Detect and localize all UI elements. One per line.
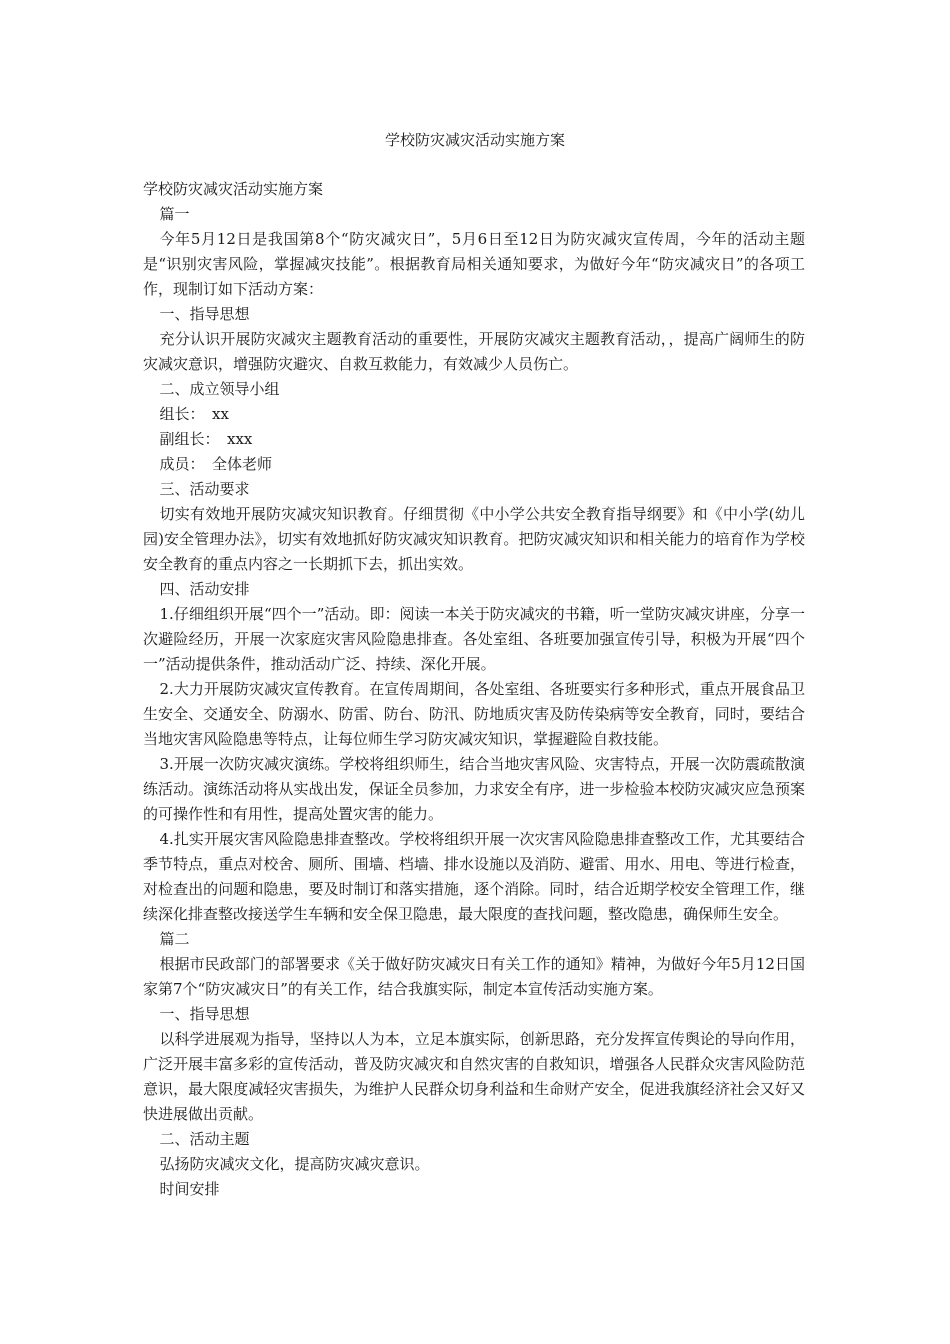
section-heading: 一、指导思想 [159,305,250,323]
body-heading: 学校防灾减灾活动实施方案 [143,180,324,198]
paragraph: 今年5月12日是我国第8个“防灾减灾日”，5月6日至12日为防灾减灾宣传周，今年的活动主题是“识别灾害风险，掌握减灾技能”。根据教育局相关通知要求，为做好今年“防灾减灾日”的各项工作，现制订如下活动方案： [143,230,805,298]
document-title: 学校防灾减灾活动实施方案 [384,131,565,149]
members-line: 成员： 全体老师 [159,455,273,473]
paragraph: 切实有效地开展防灾减灾知识教育。仔细贯彻《中小学公共安全教育指导纲要》和《中小学(幼儿园)安全管理办法》，切实有效地抓好防灾减灾知识教育。把防灾减灾知识和相关能力的培育作为学校安全教育的重点内容之一长期抓下去，抓出实效。 [143,505,805,573]
list-item: 3.开展一次防灾减灾演练。学校将组织师生，结合当地灾害风险、灾害特点，开展一次防震疏散演练活动。演练活动将从实战出发，保证全员参加，力求安全有序，进一步检验本校防灾减灾应急预案的可操作性和有用性，提高处置灾害的能力。 [143,755,805,823]
section-label-part-two: 篇二 [159,930,190,948]
paragraph: 根据市民政部门的部署要求《关于做好防灾减灾日有关工作的通知》精神，为做好今年5月12日国家第7个“防灾减灾日”的有关工作，结合我旗实际，制定本宣传活动实施方案。 [143,955,805,998]
section-label-part-one: 篇一 [159,205,190,223]
section-heading: 一、指导思想 [159,1005,250,1023]
list-item: 4.扎实开展灾害风险隐患排查整改。学校将组织开展一次灾害风险隐患排查整改工作，尤其要结合季节特点，重点对校舍、厕所、围墙、档墙、排水设施以及消防、避雷、用水、用电、等进行检查，对检查出的问题和隐患，要及时制订和落实措施，逐个消除。同时，结合近期学校安全管理工作，继续深化排查整改接送学生车辆和安全保卫隐患，最大限度的查找问题，整改隐患，确保师生安全。 [143,830,805,923]
list-item: 2.大力开展防灾减灾宣传教育。在宣传周期间，各处室组、各班要实行多种形式，重点开展食品卫生安全、交通安全、防溺水、防雷、防台、防汛、防地质灾害及防传染病等安全教育，同时，要结合当地灾害风险隐患等特点，让每位师生学习防灾减灾知识，掌握避险自救技能。 [143,680,805,748]
section-heading: 四、活动安排 [159,580,250,598]
list-item: 1.仔细组织开展“四个一”活动。即：阅读一本关于防灾减灾的书籍，听一堂防灾减灾讲座，分享一次避险经历，开展一次家庭灾害风险隐患排查。各处室组、各班要加强宣传引导，积极为开展“四个一”活动提供条件，推动活动广泛、持续、深化开展。 [143,605,805,673]
paragraph: 充分认识开展防灾减灾主题教育活动的重要性，开展防灾减灾主题教育活动，，提高广阔师生的防灾减灾意识，增强防灾避灾、自救互救能力，有效减少人员伤亡。 [143,330,805,373]
team-leader-line: 组长： xx [159,405,229,423]
document-body [143,177,805,1202]
paragraph: 弘扬防灾减灾文化，提高防灾减灾意识。 [159,1155,430,1173]
section-heading: 二、成立领导小组 [159,380,280,398]
paragraph: 以科学进展观为指导，坚持以人为本，立足本旗实际，创新思路，充分发挥宣传舆论的导向作用，广泛开展丰富多彩的宣传活动，普及防灾减灾和自然灾害的自救知识，增强各人民群众灾害风险防范意识，最大限度减轻灾害损失，为维护人民群众切身利益和生命财产安全，促进我旗经济社会又好又快进展做出贡献。 [143,1030,805,1123]
section-heading: 二、活动主题 [159,1130,250,1148]
section-heading: 三、活动要求 [159,480,250,498]
section-heading: 时间安排 [159,1180,220,1198]
deputy-leader-line: 副组长： xxx [159,430,253,448]
